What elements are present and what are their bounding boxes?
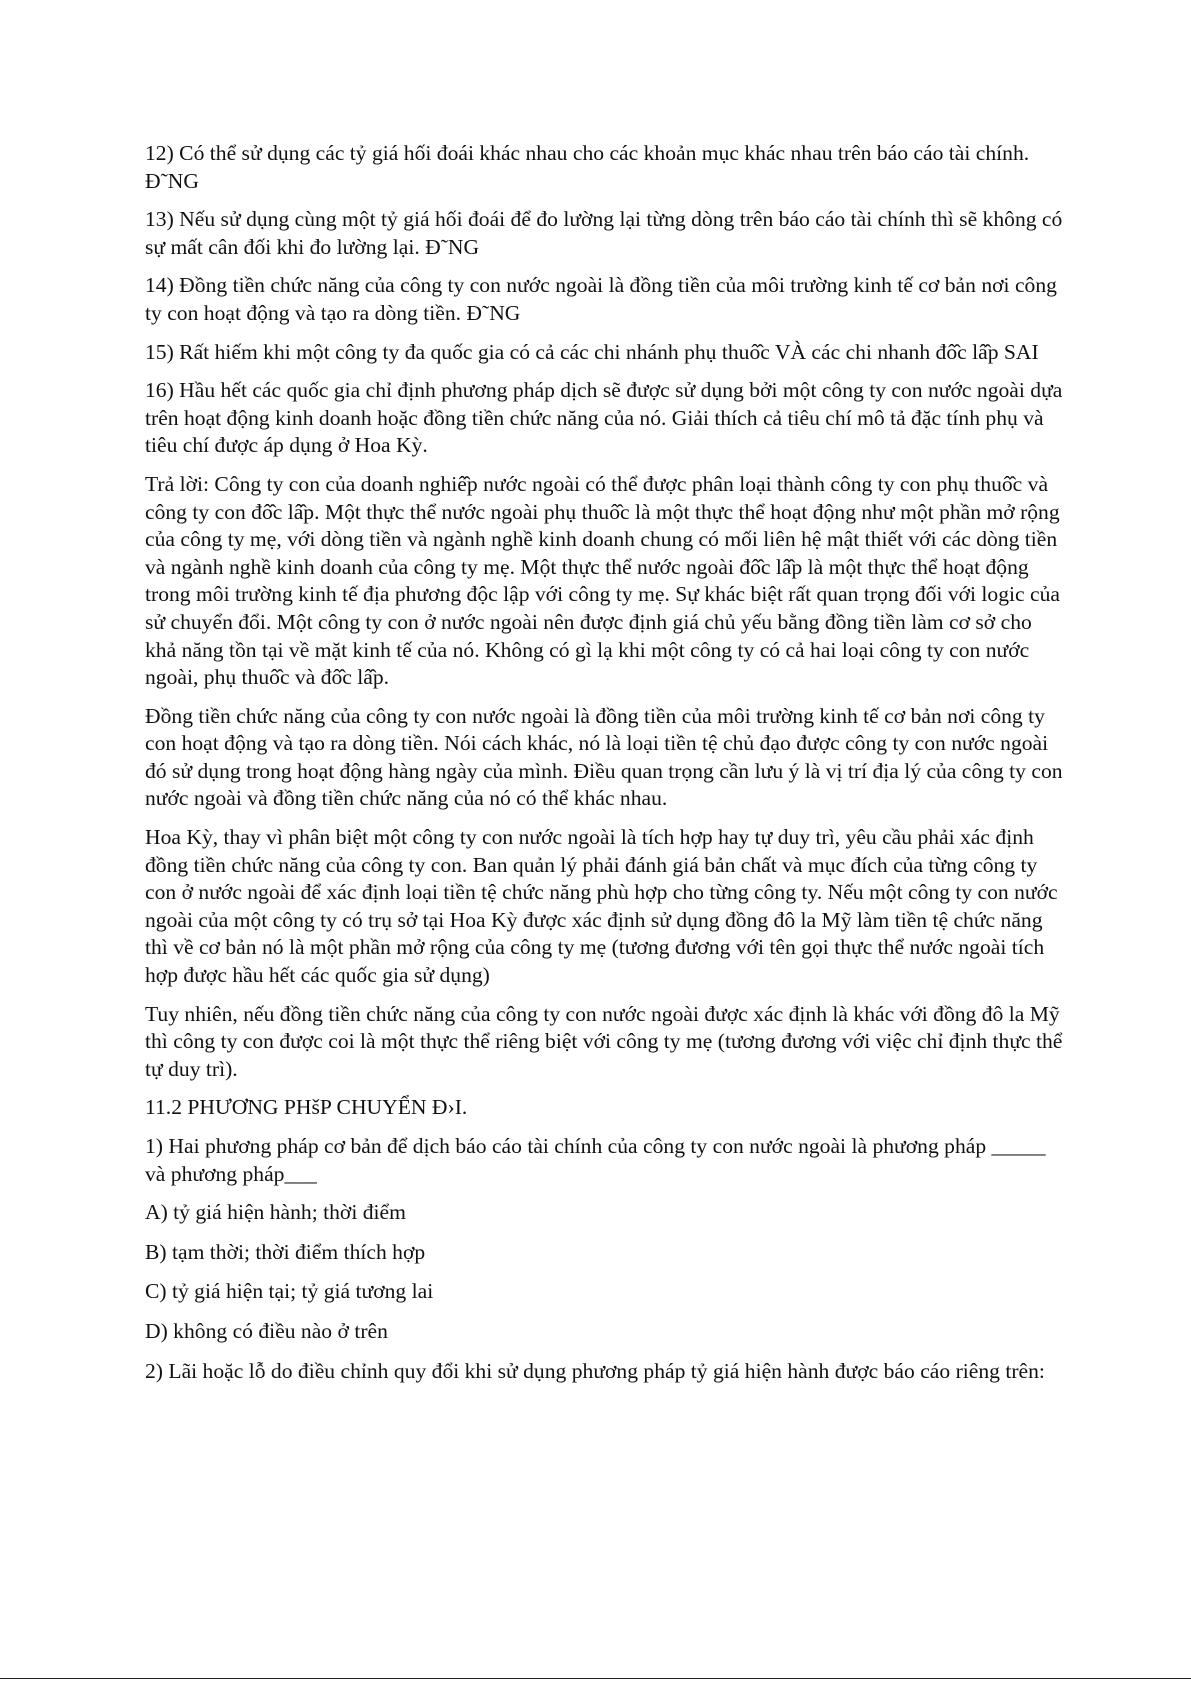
page-bottom-rule [0, 1678, 1191, 1679]
us-rules-paragraph: Hoa Kỳ, thay vì phân biệt một công ty con nước ngoài là tích hợp hay tự duy trì, yêu cầu phải xác định đồng tiền chức năng của công ty con. Ban quản lý phải đánh giá bản chất và mục đích của từng công ty con ở nước ngoài để xác định loại tiền tệ chức năng phù hợp cho từng công ty. Nếu một công ty con nước ngoài của một công ty có trụ sở tại Hoa Kỳ được xác định sử dụng đồng đô la Mỹ làm tiền tệ chức năng thì về cơ bản nó là một phần mở rộng của công ty mẹ (tương đương với tên gọi thực thể nước ngoài tích hợp được hầu hết các quốc gia sử dụng) [145, 825, 1058, 988]
document-page [145, 140, 1065, 1396]
statement-13: 13) Nếu sử dụng cùng một tỷ giá hối đoái để đo lường lại từng dòng trên báo cáo tài chính thì sẽ không có sự mất cân đối khi đo lường lại. Đ˜NG [145, 207, 1063, 259]
section-heading: 11.2 PHƯƠNG PHšP CHUYỂN Đ›I. [145, 1095, 468, 1120]
question-2: 2) Lãi hoặc lỗ do điều chỉnh quy đổi khi sử dụng phương pháp tỷ giá hiện hành được báo cáo riêng trên: [145, 1358, 1045, 1383]
answer-paragraph: Trả lời: Công ty con của doanh nghiê̂p nước ngoài có thể được phân loại thành công ty con phụ thuô̂c và công ty con đô̂c lâ̂p. Một thực thể nước ngoài phụ thuô̂c là một thực thể hoạt động như một phần mở rộng của công ty mẹ, với dòng tiền và ngành nghề kinh doanh chung có mối liên hệ mật thiết với các dòng tiền và ngành nghề kinh doanh của công ty mẹ. Một thực thể nước ngoài đô̂c lâ̂p là một thực thể hoạt động trong môi trường kinh tế địa phương độc lập với công ty mẹ. Sự khác biệt rất quan trọng đối với logic của sử chuyển đổi. Một công ty con ở nước ngoài nên được định giá chủ yếu bằng đồng tiền làm cơ sở cho khả năng tồn tại về mặt kinh tế của nó. Không có gì lạ khi một công ty có cả hai loại công ty con nước ngoài, phụ thuô̂c và đô̂c lâ̂p. [145, 471, 1060, 690]
functional-currency-paragraph: Đồng tiền chức năng của công ty con nước ngoài là đồng tiền của môi trường kinh tế cơ bản nơi công ty con hoạt động và tạo ra dòng tiền. Nói cách khác, nó là loại tiền tệ chủ đạo được công ty con nước ngoài đó sử dụng trong hoạt động hàng ngày của mình. Điều quan trọng cần lưu ý là vị trí địa lý của công ty con nước ngoài và đồng tiền chức năng của nó có thể khác nhau. [145, 703, 1063, 811]
choice-d: D) không có điều nào ở trên [145, 1318, 388, 1343]
question-1: 1) Hai phương pháp cơ bản để dịch báo cáo tài chính của công ty con nước ngoài là phương pháp _____ và phương pháp___ [145, 1134, 1046, 1186]
statement-12: 12) Có thể sử dụng các tỷ giá hối đoái khác nhau cho các khoản mục khác nhau trên báo cáo tài chính. Đ˜NG [145, 141, 1030, 193]
statement-14: 14) Đồng tiền chức năng của công ty con nước ngoài là đồng tiền của môi trường kinh tế cơ bản nơi công ty con hoạt động và tạo ra dòng tiền. Đ˜NG [145, 273, 1057, 325]
choice-a: A) tỷ giá hiện hành; thời điểm [145, 1200, 406, 1225]
however-paragraph: Tuy nhiên, nếu đồng tiền chức năng của công ty con nước ngoài được xác định là khác với đồng đô la Mỹ thì công ty con được coi là một thực thể riêng biệt với công ty mẹ (tương đương với việc chỉ định thực thể tự duy trì). [145, 1001, 1063, 1081]
question-16: 16) Hầu hết các quốc gia chỉ định phương pháp dịch sẽ được sử dụng bởi một công ty con nước ngoài dựa trên hoạt động kinh doanh hoặc đồng tiền chức năng của nó. Giải thích cả tiêu chí mô tả đặc tính phụ và tiêu chí được áp dụng ở Hoa Kỳ. [145, 378, 1063, 458]
choice-b: B) tạm thời; thời điểm thích hợp [145, 1239, 426, 1264]
statement-15: 15) Rất hiếm khi một công ty đa quốc gia có cả các chi nhánh phụ thuô̂c VÀ các chi nhanh đô̂c lâ̂p SAI [145, 339, 1039, 364]
choice-c: C) tỷ giá hiện tại; tỷ giá tương lai [145, 1279, 434, 1304]
